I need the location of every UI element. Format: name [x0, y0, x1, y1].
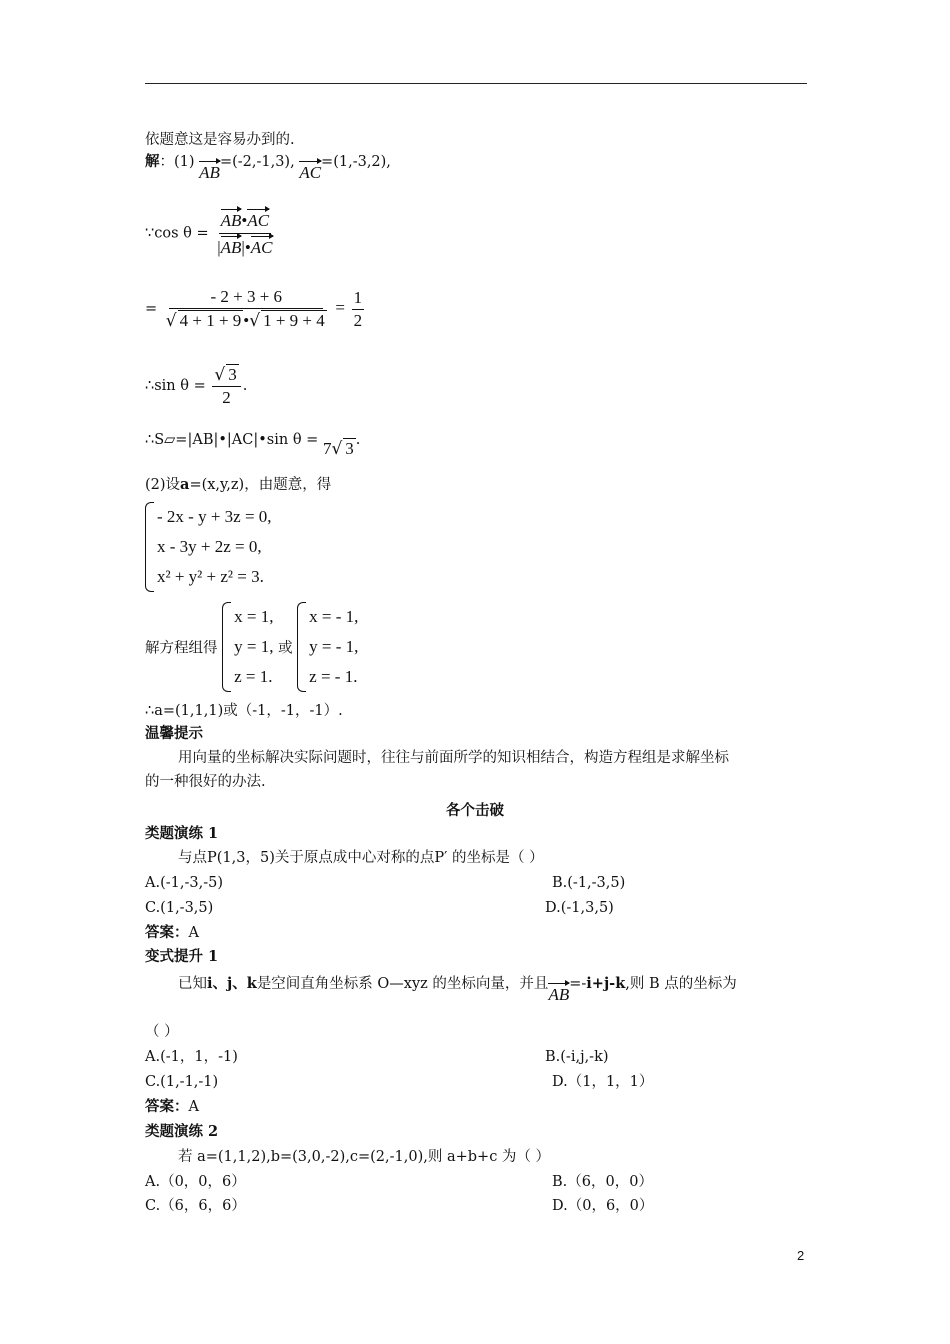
q2-stem-d: i+j-k: [586, 975, 626, 992]
q1-option-d: D.(-1,3,5): [545, 900, 614, 916]
q3-title: 类题演练 2: [145, 1123, 219, 1140]
q2-paren: （ ）: [145, 1024, 179, 1040]
result-line: ∴a=(1,1,1)或（-1，-1，-1）.: [145, 703, 343, 719]
cos-value-fraction: [164, 287, 329, 331]
q2-answer-value: A: [188, 1099, 199, 1115]
q3-option-a: A.（0，0，6）: [145, 1174, 246, 1190]
q2-option-a: A.(-1，1，-1): [145, 1049, 238, 1065]
q1-option-a: A.(-1,-3,-5): [145, 875, 223, 891]
q2-vector-ab: AB: [548, 982, 569, 1005]
tip-line-2: 的一种很好的办法.: [145, 774, 266, 790]
q2-option-b: B.(-i,j,-k): [545, 1049, 609, 1065]
area-formula: [145, 428, 361, 459]
area-end: .: [355, 432, 361, 448]
q2-stem-c: =-: [569, 976, 587, 992]
section-title: 各个击破: [446, 802, 504, 819]
solution-part1: [145, 152, 391, 183]
sol1-z: z = 1.: [234, 667, 273, 686]
q3-stem: 若 a=(1,1,2),b=(3,0,-2),c=(2,-1,0),则 a+b+c 为（ ）: [178, 1149, 551, 1165]
sin-num: 3: [228, 365, 237, 384]
sin-end: .: [242, 378, 248, 394]
den-vector-ac: AC: [251, 235, 273, 258]
solution-brace-1: [222, 602, 231, 692]
dot-operator: •: [241, 211, 248, 230]
q2-answer-label: 答案：: [145, 1098, 189, 1115]
equation-system: [145, 502, 272, 592]
q2-ijk: i、j、k: [207, 975, 257, 992]
cos-denominator: [215, 234, 274, 259]
equation-3: x² + y² + z² = 3.: [157, 567, 264, 586]
q1-answer: [145, 923, 199, 943]
part2-intro: [145, 475, 331, 495]
area-coef: 7: [322, 439, 332, 458]
page-number: 2: [797, 1248, 805, 1263]
sol2-y: y = - 1,: [309, 637, 359, 656]
den-vector-ab: AB: [221, 235, 242, 258]
solution-brace-2: [297, 602, 306, 692]
cos-formula: [145, 208, 277, 259]
cos-result-num: 1: [352, 288, 365, 310]
num-vector-ac: AC: [247, 208, 269, 231]
q2-answer: [145, 1097, 199, 1117]
q2-option-c: C.(1,-1,-1): [145, 1074, 219, 1090]
equation-2: x - 3y + 2z = 0,: [157, 537, 262, 556]
cos-lhs: ∵cos θ =: [145, 225, 209, 242]
q1-option-b: B.(-1,-3,5): [552, 875, 626, 891]
intro-text: 依题意这是容易办到的.: [145, 132, 295, 148]
area-value: 7√ 3: [322, 439, 354, 459]
solve-line: [145, 602, 358, 692]
q1-title: 类题演练 1: [145, 825, 219, 842]
cos-result-den: 2: [353, 310, 363, 330]
solve-label: 解方程组得: [145, 640, 218, 657]
sol2-z: z = - 1.: [309, 667, 358, 686]
sin-fraction: $\frac{√ 3}{2}$: [212, 364, 240, 408]
cos-fraction: [215, 208, 274, 259]
or-text: 或: [278, 640, 293, 657]
sin-den: 2: [222, 388, 231, 407]
q1-answer-value: A: [188, 925, 199, 941]
cos-result: [352, 288, 365, 331]
sqrt-term-2: 1 + 9 + 4: [263, 311, 325, 330]
q3-option-c: C.（6，6，6）: [145, 1198, 246, 1214]
cos-value-denominator: √ 4 + 1 + 9 •√ 1 + 9 + 4: [165, 311, 325, 331]
solution-label: 解: [145, 153, 160, 170]
area-lhs: ∴S▱=|AB|•|AC|•sin θ =: [145, 432, 319, 448]
sol2-x: x = - 1,: [309, 607, 359, 626]
dot-operator-2: •: [243, 311, 250, 330]
q3-option-d: D.（0，6，0）: [552, 1198, 654, 1214]
abs-bar: |: [217, 238, 221, 257]
tip-title: 温馨提示: [145, 725, 203, 742]
vector-ac-value: =(1,-3,2),: [321, 154, 391, 170]
part1-marker: ：(1): [159, 154, 195, 170]
sol1-y: y = 1,: [234, 637, 274, 656]
sqrt-term-1: 4 + 1 + 9: [179, 311, 242, 330]
equation-1: - 2x - y + 3z = 0,: [157, 507, 272, 526]
q2-stem-a: 已知: [178, 976, 207, 992]
sin-formula: [145, 364, 247, 408]
area-radicand: 3: [345, 439, 354, 458]
abs-bar-dot: |•: [241, 238, 251, 257]
q2-stem-b: 是空间直角坐标系 O—xyz 的坐标向量，并且: [256, 976, 549, 992]
q3-option-b: B.（6，0，0）: [552, 1174, 653, 1190]
q1-option-c: C.(1,-3,5): [145, 900, 214, 916]
q1-stem: 与点P(1,3，5)关于原点成中心对称的点P′ 的坐标是（ ）: [178, 850, 544, 866]
vector-ab-value: =(-2,-1,3),: [219, 154, 295, 170]
vector-ac: AC: [299, 160, 321, 183]
num-vector-ab: AB: [221, 208, 242, 231]
tip-line-1: 用向量的坐标解决实际问题时，往往与前面所学的知识相结合，构造方程组是求解坐标: [178, 750, 729, 766]
header-rule: [145, 83, 807, 84]
cos-value-numerator: - 2 + 3 + 6: [169, 287, 323, 309]
cos-numerator: [219, 208, 271, 234]
vector-ab: AB: [199, 160, 220, 183]
part2-label: (2)设: [145, 477, 181, 493]
system-brace: [145, 502, 154, 592]
equals-sign: =: [145, 301, 158, 317]
q2-stem: [178, 974, 737, 1005]
q2-option-d: D.（1，1，1）: [552, 1074, 654, 1090]
q2-stem-e: ,则 B 点的坐标为: [625, 976, 737, 992]
q1-answer-label: 答案：: [145, 924, 189, 941]
vector-a: a: [180, 476, 190, 493]
cos-evaluation: [145, 287, 366, 331]
sin-lhs: ∴sin θ =: [145, 378, 206, 394]
sol1-x: x = 1,: [234, 607, 274, 626]
q2-title: 变式提升 1: [145, 948, 219, 965]
part2-text: =(x,y,z)，由题意，得: [189, 477, 332, 493]
equals-sign-2: =: [335, 298, 345, 317]
